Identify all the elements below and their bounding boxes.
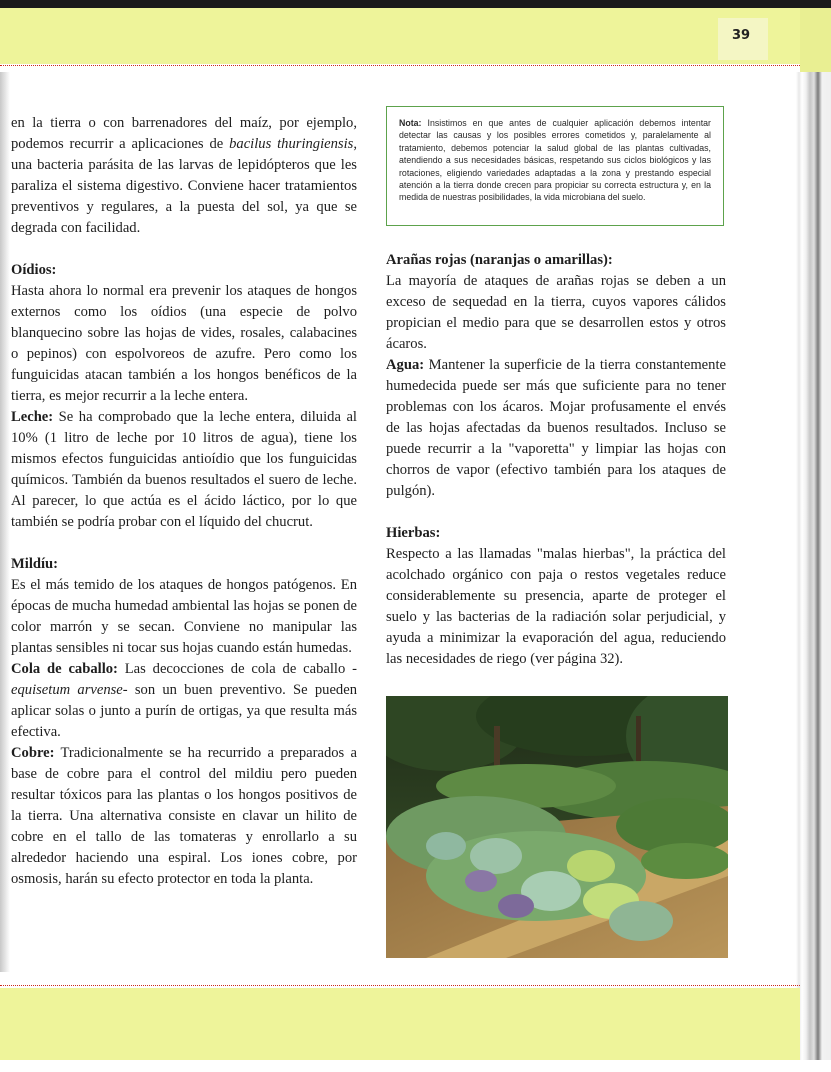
note-text: Insistimos en que antes de cualquier aplicación debemos intentar detectar las causas y los posibles errores cometidos y, paralelamente al tratamiento, debemos potenciar la salud global de las plantas cultivadas, atendiendo a sus necesidades básicas, respetando sus ciclos biológicos y las rotaciones, eligiendo variedades adaptadas a la zona y prestando especial atención a la tierra donde crecen para propiciar su correcta estructura y, en la medida de nuestras posibilidades, la vida microbiana del suelo.: [399, 118, 711, 203]
intro-species: bacilus thuringiensis: [229, 136, 354, 152]
hierbas-heading: Hierbas:: [386, 525, 441, 541]
oidios-heading: Oídios:: [11, 262, 57, 278]
cola-term: Cola de caballo:: [11, 661, 118, 677]
mildiu-heading: Mildíu:: [11, 556, 59, 572]
garden-photo-illustration: [386, 696, 728, 958]
header-band-edge: [800, 8, 831, 72]
hierbas-paragraph: Respecto a las llamadas "malas hierbas", la práctica del acolchado orgánico con paja o restos vegetales reduce considerablemente su presencia, aparte de proteger el suelo y las bacterias de la radiación solar perjudicial, y ayuda a minimizar la evaporación del agua, reduciendo las necesidades de riego (ver página 32).: [386, 546, 726, 667]
cobre-paragraph: Cobre: Tradicionalmente se ha recurrido a preparados a base de cobre para el control del mildiu pero pueden resultar tóxicos para las plantas o los hongos positivos de la tierra. Una alternativa consiste en clavar un hilito de cobre en el tallo de las tomateras y enrollarlo a su alrededor haciendo una espiral. Los iones cobre, por osmosis, harán su efecto protector en toda la planta.: [11, 745, 357, 887]
note-box: [386, 106, 724, 226]
left-column: [11, 113, 357, 890]
top-edge-strip: [0, 0, 831, 8]
note-label: Nota:: [399, 118, 422, 128]
bottom-edge: [0, 1060, 831, 1072]
aranas-heading: Arañas rojas (naranjas o amarillas):: [386, 252, 613, 268]
cobre-term: Cobre:: [11, 745, 55, 761]
header-band: [0, 8, 800, 64]
binding-shadow: [0, 72, 10, 972]
aranas-paragraph: La mayoría de ataques de arañas rojas se deben a un exceso de sequedad en la tierra, cuyos vapores cálidos propician el medio para que se desarrollen estos y otros ácaros.: [386, 273, 726, 352]
page-number: 39: [732, 28, 751, 43]
leche-term: Leche:: [11, 409, 54, 425]
leche-paragraph: Leche: Se ha comprobado que la leche entera, diluida al 10% (1 litro de leche por 10 litros de agua), tiene los mismos efectos funguicidas antioídio que los funguicidas químicos. También da buenos resultados el suero de leche. Al parecer, lo que actúa es el ácido láctico, por lo que también se podría probar con el líquido del chucrut.: [11, 409, 357, 530]
footer-band: [0, 988, 800, 1060]
header-rule: [0, 65, 800, 66]
agua-term: Agua:: [386, 357, 425, 373]
intro-paragraph: en la tierra o con barrenadores del maíz, por ejemplo, podemos recurrir a aplicaciones de bacilus thuringiensis, una bacteria parásita de las larvas de lepidópteros que les paraliza el sistema digestivo. Conviene hacer tratamientos preventivos y regulares, a la puesta del sol, ya que se degrada con facilidad.: [11, 115, 357, 236]
page-edge-stack: [796, 72, 831, 1062]
garden-photo: [386, 696, 728, 958]
mildiu-paragraph: Es el más temido de los ataques de hongos patógenos. En épocas de mucha humedad ambiental las hojas se ponen de color marrón y se secan. Conviene no manipular las plantas sensibles ni tocar sus hojas cuando están humedas.: [11, 577, 357, 656]
footer-rule: [0, 985, 800, 986]
oidios-paragraph: Hasta ahora lo normal era prevenir los ataques de hongos externos como los oídios (una especie de polvo blanquecino sobre las hojas de vides, rosales, calabacines o pepinos) con espolvoreos de azufre. Pero como los funguicidas atacan también a los hongos benéficos de la tierra, es mejor recurrir a la leche entera.: [11, 283, 357, 404]
right-column: [386, 250, 726, 670]
cola-paragraph: Cola de caballo: Las decocciones de cola de caballo -equisetum arvense- son un buen preventivo. Se pueden aplicar solas o junto a purín de ortigas, ya que resulta más efectiva.: [11, 661, 357, 740]
agua-paragraph: Agua: Mantener la superficie de la tierra constantemente humedecida puede ser más que suficiente para no tener problemas con los ácaros. Mojar profusamente el envés de las hojas afectadas da buenos resultados. Incluso se puede recurrir a la "vaporetta" y limpiar las hojas con chorros de vapor (efectivo también para los ataques de pulgón).: [386, 357, 726, 499]
